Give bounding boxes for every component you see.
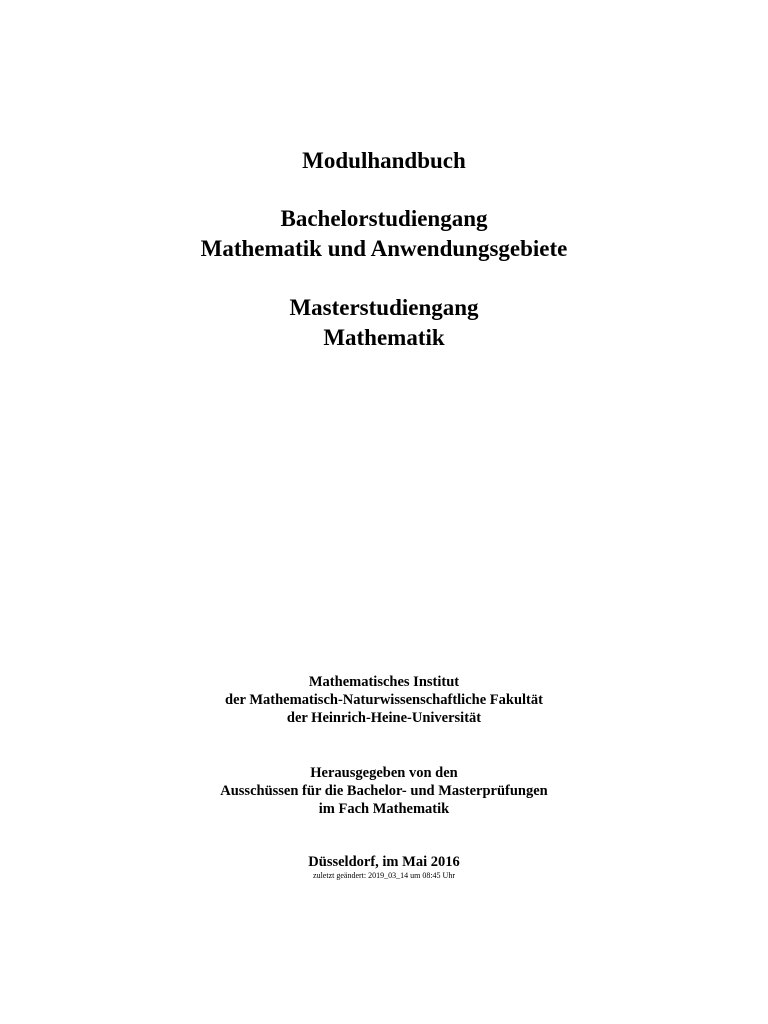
bachelor-program-heading: Bachelorstudiengang bbox=[280, 206, 488, 231]
place-and-date: Düsseldorf, im Mai 2016 bbox=[308, 854, 460, 870]
institute-line-3: der Heinrich-Heine-Universität bbox=[286, 710, 482, 726]
publisher-line-3: im Fach Mathematik bbox=[318, 801, 450, 817]
institute-line-1: Mathematisches Institut bbox=[308, 674, 460, 690]
bachelor-program-name: Mathematik und Anwendungsgebiete bbox=[200, 236, 568, 261]
master-program-heading: Masterstudiengang bbox=[289, 295, 479, 320]
institute-line-2: der Mathematisch-Naturwissenschaftliche Fakultät bbox=[225, 692, 543, 708]
document-title: Modulhandbuch bbox=[302, 148, 466, 173]
publisher-line-1: Herausgegeben von den bbox=[310, 765, 458, 781]
last-modified-note: zuletzt geändert: 2019_03_14 um 08:45 Uhr bbox=[313, 871, 455, 880]
publisher-line-2: Ausschüssen für die Bachelor- und Masterprüfungen bbox=[220, 783, 548, 799]
master-program-name: Mathematik bbox=[323, 325, 445, 350]
